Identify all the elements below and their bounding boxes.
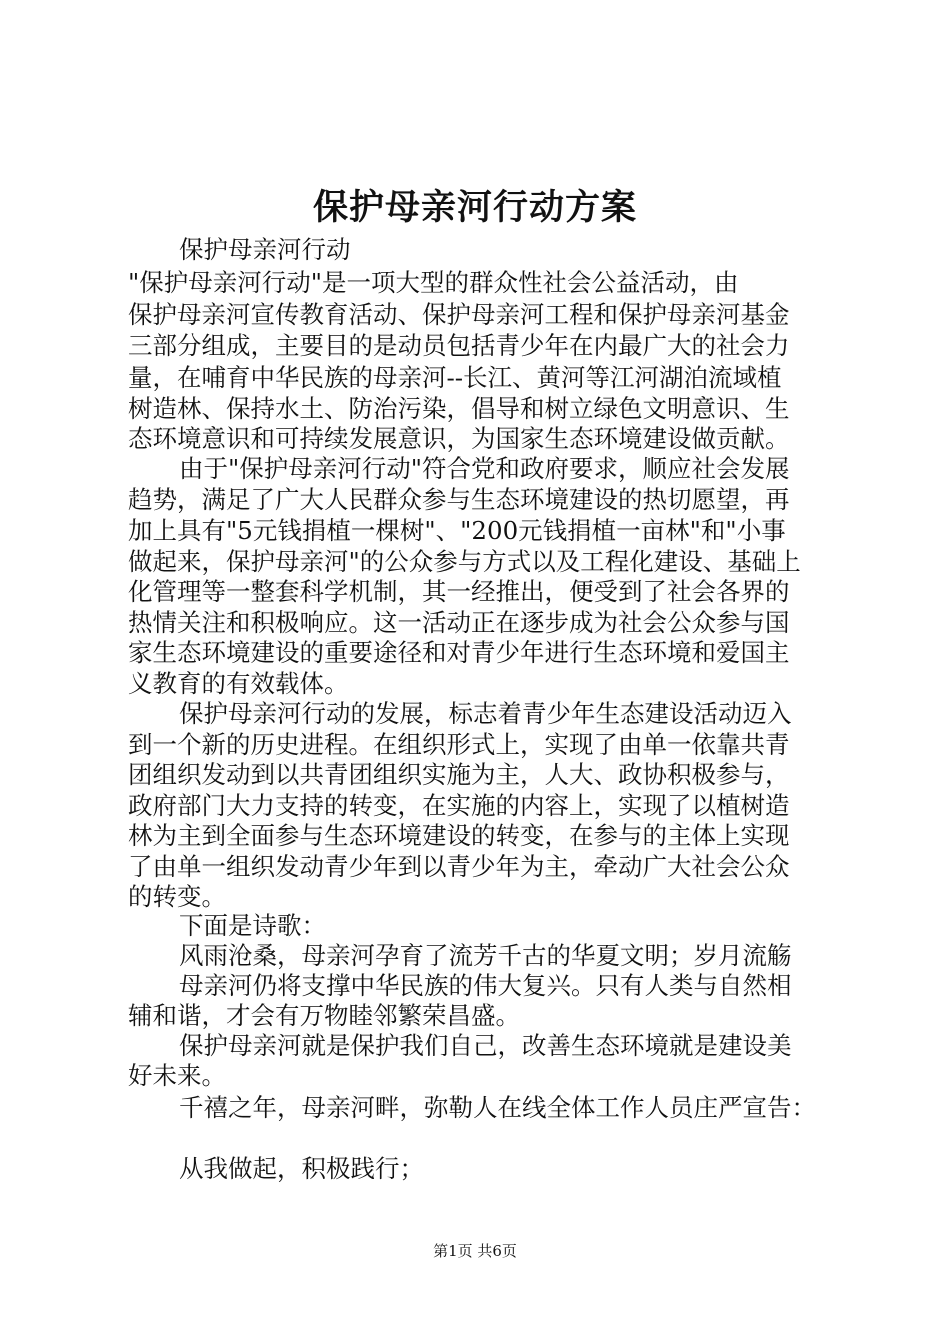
paragraph-line: 趋势，满足了广大人民群众参与生态环境建设的热切愿望，再 xyxy=(128,485,790,514)
paragraph-line: 母亲河仍将支撑中华民族的伟大复兴。只有人类与自然相 xyxy=(179,971,792,1000)
paragraph-line: 风雨沧桑，母亲河孕育了流芳千古的华夏文明；岁月流觞 xyxy=(179,941,792,970)
paragraph-line: 保护母亲河行动的发展，标志着青少年生态建设活动迈入 xyxy=(179,699,792,728)
paragraph-line: 了由单一组织发动青少年到以青少年为主，牵动广大社会公众 xyxy=(128,852,790,881)
paragraph-line: 化管理等一整套科学机制，其一经推出，便受到了社会各界的 xyxy=(128,577,790,606)
paragraph-line: 保护母亲河行动 xyxy=(179,235,351,264)
paragraph-line: 由于"保护母亲河行动"符合党和政府要求，顺应社会发展 xyxy=(179,454,790,483)
page-footer: 第1页 共6页 xyxy=(433,1242,517,1260)
paragraph-line: 林为主到全面参与生态环境建设的转变，在参与的主体上实现 xyxy=(128,821,790,850)
paragraph-line: 热情关注和积极响应。这一活动正在逐步成为社会公众参与国 xyxy=(128,608,790,637)
paragraph-line: 辅和谐，才会有万物睦邻繁荣昌盛。 xyxy=(128,1001,520,1030)
paragraph-line: 从我做起，积极践行； xyxy=(179,1154,424,1183)
paragraph-line: 义教育的有效载体。 xyxy=(128,669,349,698)
paragraph-line: 下面是诗歌： xyxy=(179,911,326,940)
paragraph-line: 保护母亲河宣传教育活动、保护母亲河工程和保护母亲河基金 xyxy=(128,300,790,329)
paragraph-line: 保护母亲河就是保护我们自己，改善生态环境就是建设美 xyxy=(179,1031,792,1060)
paragraph-line: 加上具有"5元钱捐植一棵树"、"200元钱捐植一亩林"和"小事 xyxy=(128,516,786,545)
paragraph-line: 政府部门大力支持的转变，在实施的内容上，实现了以植树造 xyxy=(128,791,790,820)
paragraph-line: "保护母亲河行动"是一项大型的群众性社会公益活动，由 xyxy=(128,268,739,297)
paragraph-line: 树造林、保持水土、防治污染，倡导和树立绿色文明意识、生 xyxy=(128,394,790,423)
paragraph-line: 量，在哺育中华民族的母亲河--长江、黄河等江河湖泊流域植 xyxy=(128,363,782,392)
paragraph-line: 态环境意识和可持续发展意识，为国家生态环境建设做贡献。 xyxy=(128,424,790,453)
paragraph-line: 好未来。 xyxy=(128,1061,226,1090)
paragraph-line: 做起来，保护母亲河"的公众参与方式以及工程化建设、基础上 xyxy=(128,547,801,576)
paragraph-line: 团组织发动到以共青团组织实施为主，人大、政协积极参与， xyxy=(128,760,790,789)
paragraph-line: 的转变。 xyxy=(128,882,226,911)
paragraph-line: 千禧之年，母亲河畔，弥勒人在线全体工作人员庄严宣告： xyxy=(179,1093,816,1122)
paragraph-line: 家生态环境建设的重要途径和对青少年进行生态环境和爱国主 xyxy=(128,638,790,667)
document-title: 保护母亲河行动方案 xyxy=(312,187,637,228)
paragraph-line: 三部分组成，主要目的是动员包括青少年在内最广大的社会力 xyxy=(128,331,790,360)
paragraph-line: 到一个新的历史进程。在组织形式上，实现了由单一依靠共青 xyxy=(128,730,790,759)
